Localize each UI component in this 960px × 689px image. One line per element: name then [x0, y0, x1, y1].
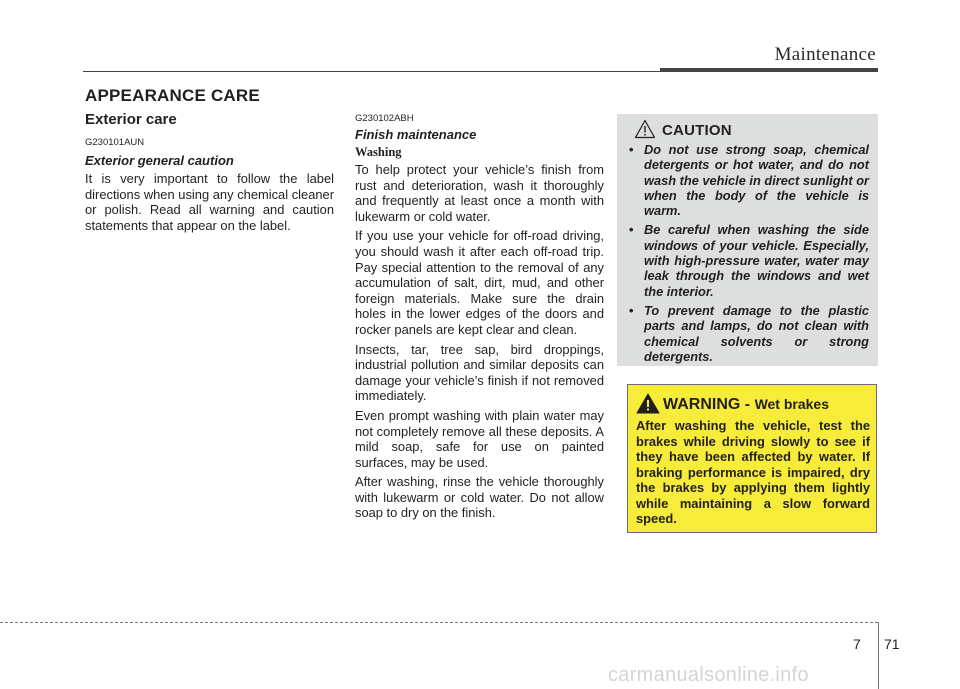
washing-paragraph: Even prompt washing with plain water may not completely remove all these deposits. A mild soap, safe for use on painted surfaces, may be used. — [355, 407, 604, 470]
middle-column — [355, 111, 604, 525]
section-name: Maintenance — [774, 44, 876, 65]
watermark: carmanualsonline.info — [608, 664, 809, 686]
caution-list — [627, 142, 869, 368]
washing-paragraph: If you use your vehicle for off-road driving, you should wash it after each off-road trip. Pay special attention to the removal of any accumulation of salt, dirt, mud, and other foreign materials. Make sure the drain holes in the lower edges of the doors and rocker panels are kept clear and clean. — [355, 228, 604, 337]
warning-subtitle: Wet brakes — [754, 396, 830, 412]
caution-item: • Do not use strong soap, chemical detergents or hot water, and do not wash the vehicle in direct sunlight or when the body of the vehicle is warm. — [627, 142, 869, 218]
section-code-finish: G230102ABH — [355, 113, 414, 124]
warning-text: After washing the vehicle, test the brakes while driving slowly to see if they have been affected by water. If braking performance is impaired, dry the brakes by applying them lightly while maintaining a slow forward speed. — [636, 418, 870, 526]
section-code: G230101AUN — [85, 137, 145, 148]
warning-label: WARNING - — [663, 396, 751, 413]
chapter-number: 7 — [853, 636, 861, 652]
caution-icon — [634, 119, 656, 139]
caution-item: • Be careful when washing the side windows of your vehicle. Especially, with high-pressure water, water may leak through the windows and wet the interior. — [627, 222, 869, 298]
washing-paragraph: To help protect your vehicle’s finish from rust and deterioration, wash it thoroughly and frequently at least once a month with lukewarm or cold water. — [355, 162, 604, 224]
caution-item: • To prevent damage to the plastic parts and lamps, do not clean with chemical solvents or strong detergents. — [627, 303, 869, 364]
exterior-caution-subheading: Exterior general caution — [85, 153, 234, 168]
washing-paragraph: Insects, tar, tree sap, bird droppings, industrial pollution and similar deposits can damage your vehicle’s finish if not removed immediately. — [355, 341, 604, 404]
warning-title — [663, 396, 829, 414]
header-rule — [83, 71, 660, 72]
left-column — [85, 111, 334, 237]
exterior-caution-paragraph: It is very important to follow the label directions when using any chemical cleaner or polish. Read all warning and caution statements that appear on the label. — [85, 171, 334, 233]
header-rule-accent — [660, 68, 878, 72]
washing-heading: Washing — [355, 145, 402, 159]
warning-icon — [636, 393, 660, 414]
footer-rule — [0, 622, 878, 623]
page-heading: APPEARANCE CARE — [85, 86, 260, 105]
washing-paragraph: After washing, rinse the vehicle thoroughly with lukewarm or cold water. Do not allow soap to dry on the finish. — [355, 474, 604, 521]
caution-title: CAUTION — [662, 122, 732, 139]
footer-divider — [878, 622, 879, 689]
page-number: 71 — [884, 636, 900, 652]
exterior-care-heading: Exterior care — [85, 111, 177, 128]
finish-maintenance-subheading: Finish maintenance — [355, 127, 477, 142]
